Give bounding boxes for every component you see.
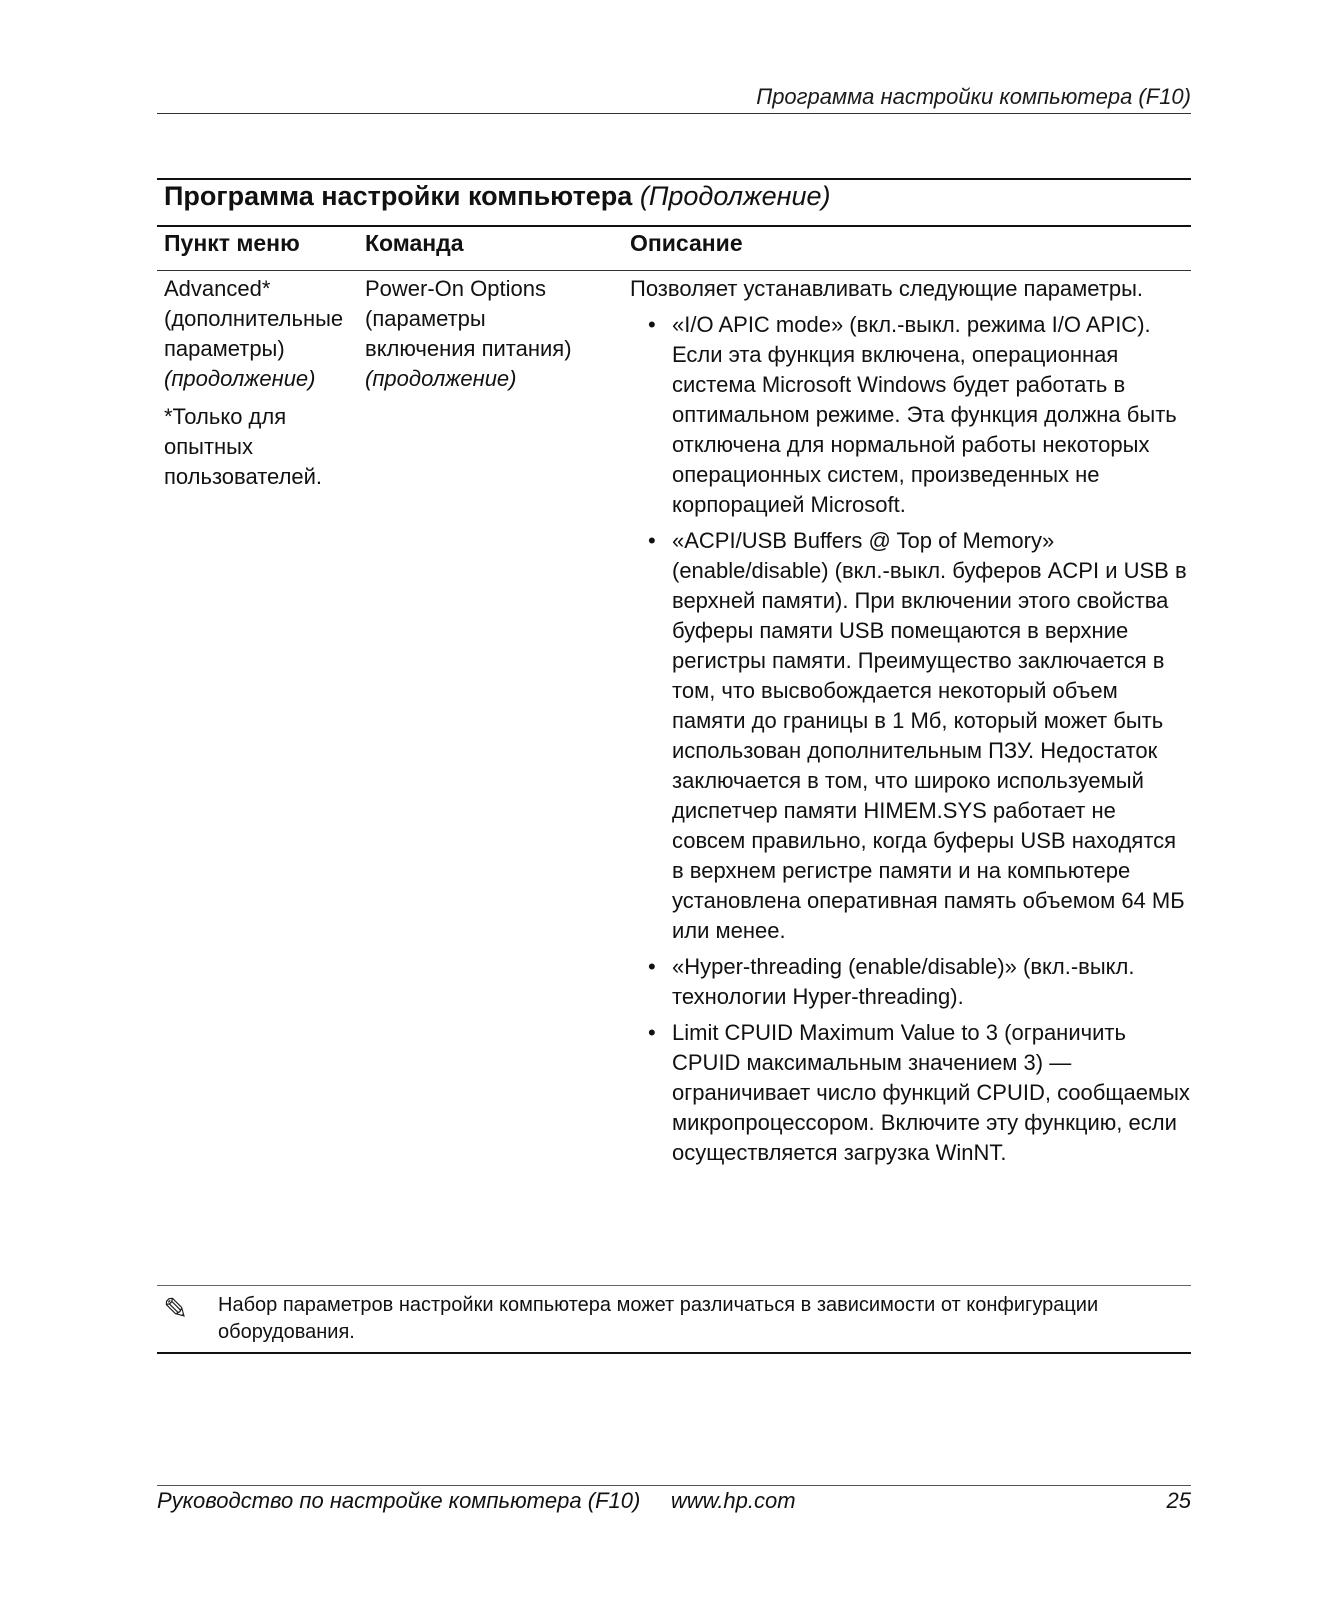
description-intro: Позволяет устанавливать следующие параметры. xyxy=(630,276,1144,301)
bullet-hyper-threading xyxy=(630,952,1190,1012)
bullet-text: «I/O APIC mode» (вкл.-выкл. режима I/O APIC). Если эта функция включена, операционная система Microsoft Windows будет работать в оптимальном режиме. Эта функция должна быть отключена для нормальной работы некоторых операционных систем, произведенных не корпорацией Microsoft. xyxy=(672,312,1177,517)
bullet-io-apic-mode xyxy=(630,310,1190,520)
table-title xyxy=(164,181,830,212)
bullet-text: «Hyper-threading (enable/disable)» (вкл.-выкл. технологии Hyper-threading). xyxy=(672,954,1135,1009)
table-title-continued: (Продолжение) xyxy=(639,181,831,211)
header-rule xyxy=(157,113,1191,114)
menu-item-note-line: опытных xyxy=(164,434,253,459)
pencil-icon: ✎ xyxy=(163,1293,189,1326)
column-header-description: Описание xyxy=(630,230,743,256)
bullet-acpi-usb-buffers xyxy=(630,526,1190,946)
description-bullet-list xyxy=(630,310,1190,1168)
header-row-rule xyxy=(157,270,1191,271)
bullet-dot-icon: • xyxy=(648,954,656,979)
command-cell xyxy=(365,274,625,394)
table-title-main: Программа настройки компьютера xyxy=(164,181,633,211)
note-text: Набор параметров настройки компьютера может различаться в зависимости от конфигурации оборудования. xyxy=(218,1294,1099,1343)
column-header-menu-item: Пункт меню xyxy=(164,230,300,256)
menu-item-line: (дополнительные xyxy=(164,306,344,331)
command-line: Power-On Options xyxy=(365,276,546,301)
command-line: включения питания) xyxy=(365,336,572,361)
description-cell xyxy=(630,274,1190,1174)
menu-item-line: Advanced* xyxy=(164,276,271,301)
menu-item-cell xyxy=(164,274,359,492)
bullet-text: «ACPI/USB Buffers @ Top of Memory» (enable/disable) (вкл.-выкл. буферов ACPI и USB в верхней памяти). При включении этого свойства буферы памяти USB помещаются в верхние регистры памяти. Преимущество заключается в том, что высвобождается некоторый объем памяти до границы в 1 Мб, который может быть использован дополнительным ПЗУ. Недостаток заключается в том, что широко используемый диспетчер памяти HIMEM.SYS работает не совсем правильно, когда буферы USB находятся в верхнем регистре памяти и на компьютере установлена оперативная память объемом 64 МБ или менее. xyxy=(672,528,1187,943)
title-rule xyxy=(157,225,1191,227)
bullet-dot-icon: • xyxy=(648,528,656,553)
menu-item-continued: (продолжение) xyxy=(164,366,316,391)
running-header: Программа настройки компьютера (F10) xyxy=(756,84,1191,109)
bullet-limit-cpuid xyxy=(630,1018,1190,1168)
command-line: (параметры xyxy=(365,306,486,331)
menu-item-note-line: пользователей. xyxy=(164,464,323,489)
bullet-dot-icon: • xyxy=(648,1020,656,1045)
note-top-rule xyxy=(157,1285,1191,1286)
menu-item-line: параметры) xyxy=(164,336,285,361)
column-header-command: Команда xyxy=(365,230,464,256)
command-continued: (продолжение) xyxy=(365,366,517,391)
menu-item-note-line: *Только для xyxy=(164,404,287,429)
note-bottom-rule xyxy=(157,1352,1191,1354)
bullet-text: Limit CPUID Maximum Value to 3 (ограничить CPUID максимальным значением 3) — ограничивает число функций CPUID, сообщаемых микропроцессором. Включите эту функцию, если осуществляется загрузка WinNT. xyxy=(672,1020,1190,1165)
table-top-rule xyxy=(157,178,1191,180)
footer-rule xyxy=(157,1485,1191,1486)
page-number: 25 xyxy=(1166,1488,1191,1513)
document-page xyxy=(157,0,1191,1600)
bullet-dot-icon: • xyxy=(648,312,656,337)
footer-text: Руководство по настройке компьютера (F10) www.hp.com xyxy=(157,1488,796,1513)
